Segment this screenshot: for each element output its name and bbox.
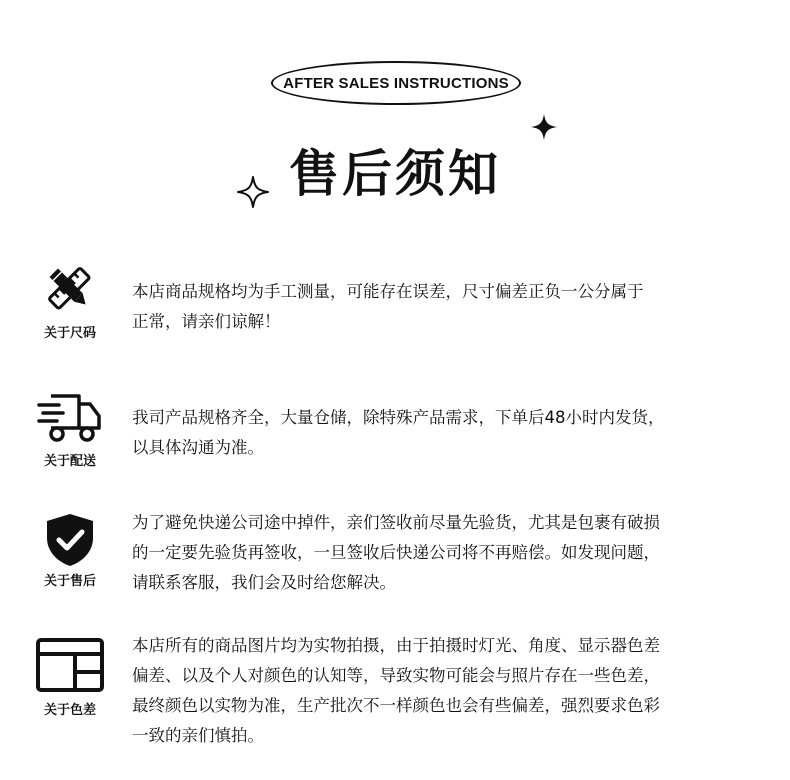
section-label: 关于色差 — [43, 703, 96, 718]
four-point-star-outline-icon — [236, 175, 270, 209]
color-layout-icon — [34, 637, 106, 693]
section-label: 关于售后 — [43, 574, 96, 589]
section-text: 本店所有的商品图片均为实物拍摄，由于拍摄时灯光、角度、显示器色差 偏差、以及个人对颜色的认知等，导致实物可能会与照片存在一些色差， 最终颜色以实物为准，生产批次不一样颜色也会有些偏差，强烈要求色彩 一致的亲们慎拍。 — [132, 636, 660, 745]
section-text: 本店商品规格均为手工测量，可能存在误差，尺寸偏差正负一公分属于 正常，请亲们谅解！ — [132, 282, 644, 331]
page-title: 售后须知 — [289, 145, 501, 203]
section-label: 关于尺码 — [43, 326, 96, 341]
section-text: 我司产品规格齐全，大量仓储，除特殊产品需求，下单后48小时内发货， 以具体沟通为准。 — [132, 408, 665, 457]
section-label: 关于配送 — [43, 454, 96, 469]
four-point-star-filled-icon — [530, 113, 558, 141]
after-sales-badge: AFTER SALES INSTRUCTIONS — [271, 61, 521, 105]
pencil-ruler-icon — [34, 264, 106, 314]
section-text: 为了避免快递公司途中掉件，亲们签收前尽量先验货，尤其是包裹有破损 的一定要先验货再签收，一旦签收后快递公司将不再赔偿。如发现问题， 请联系客服，我们会及时给您解决。 — [132, 513, 660, 592]
delivery-truck-icon — [34, 392, 106, 444]
shield-check-icon — [34, 512, 106, 568]
